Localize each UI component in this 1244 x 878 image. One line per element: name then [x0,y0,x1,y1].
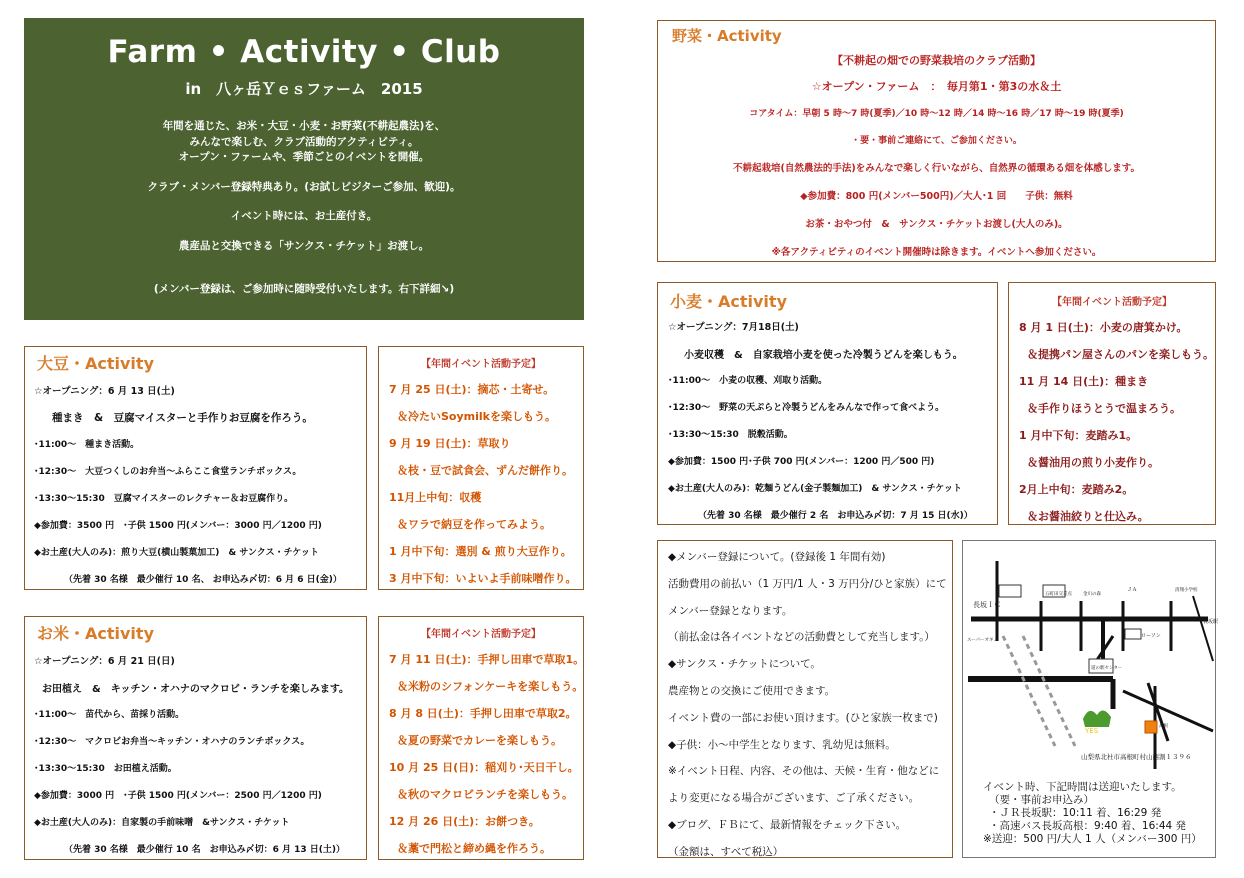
daizu-line: ･11:00～ 種まき活動。 [34,440,140,450]
komugi-schedule-line: 1 月中下旬：麦踏み1。 [1019,429,1138,442]
ic-marker [999,585,1021,597]
intro-line: 農産品と交換できる「サンクス・チケット」お渡し。 [178,239,430,252]
daizu-schedule-line: 11月上中旬：収穫 [389,491,482,504]
okome-schedule-title: 【年間イベント活動予定】 [421,629,541,640]
intro-line: みんなで楽しむ、クラブ活動的アクティビティ。 [189,135,419,148]
okome-line: ☆オープニング：6 月 21 日(日) [34,656,175,667]
daizu-schedule-line: 7 月 25 日(土)：摘芯・土寄せ。 [389,383,555,396]
map-label-ic: 長坂ＩＣ [973,601,1001,609]
daizu-activity-box [24,346,367,590]
daizu-line: （先着 30 名様 最少催行 10 名、 お申込み〆切：6 月 6 日(金)） [64,575,342,585]
komugi-title: 小麦・Activity [670,292,787,311]
okome-schedule-line: ＆米粉のシフォンケーキを楽しもう。 [397,680,584,693]
daizu-line: ･12:30～ 大豆つくしのお弁当～ふらここ食堂ランチボックス。 [34,467,302,477]
yasai-headline: 【不耕起の畑での野菜栽培のクラブ活動】 [832,54,1041,67]
member-line: （前払金は各イベントなどの活動費として充当します。） [668,631,935,644]
daizu-schedule-line: 9 月 19 日(土)：草取り [389,437,511,450]
intro-line: (メンバー登録は、ご参加時に随時受付いたします。右下詳細↘) [153,283,455,295]
member-line: （金額は、すべて税込） [668,845,784,858]
member-line: 農産物との交換にご使用できます。 [668,684,836,697]
daizu-line: ･13:30～15:30 豆腐マイスターのレクチャー＆お豆腐作り。 [34,494,294,504]
okome-schedule-line: 7 月 11 日(土)：手押し田車で草取1。 [389,653,585,666]
intro-line: 年間を通じた、お米・大豆・小麦・お野菜(不耕起農法)を、 [162,120,446,132]
map-label-center: 道の駅センター [1091,666,1123,671]
yasai-line: 不耕起栽培(自然農法的手法)をみんなで楽しく行いながら、自然界の循環ある畑を体感します。 [733,163,1140,174]
map-label-station: 長坂駅 [1203,619,1219,625]
shuttle-line: イベント時、下記時間は送迎いたします。 [983,781,1182,793]
yasai-line: お茶・おやつ付 & サンクス・チケットお渡し(大人のみ)。 [805,219,1068,230]
map-label-exit: 高根 [1159,724,1168,729]
map-address: 山梨県北杜市高根町村山西割１３９６ [1081,753,1192,761]
map-label-school: 清翔小学校 [1175,588,1198,593]
komugi-line: ◆お土産(大人のみ)：乾麺うどん(金子製麺加工) & サンクス・チケット [668,484,962,494]
farm-logo [1083,710,1111,727]
club-title: Farm • Activity • Club [107,34,501,70]
farm-logo-text: YES [1085,727,1099,735]
member-line: ◆メンバー登録について。(登録後 1 年間有効) [668,551,886,563]
shuttle-line: ・高速バス長坂高根：9:40 着、16:44 発 [989,820,1187,832]
shuttle-line: （要・事前お申込み） [989,794,1094,806]
access-map [963,541,1219,769]
okome-activity-box [24,616,367,860]
member-line: ◆サンクス・チケットについて。 [668,658,821,671]
komugi-line: ◆参加費：1500 円･子供 700 円(メンバー：1200 円／500 円) [668,457,935,467]
komugi-line: （先着 30 名様 最少催行 2 名 お申込み〆切：7 月 15 日(水)） [698,511,973,521]
member-line: メンバー登録となります。 [668,604,793,617]
komugi-schedule-line: 2月上中旬：麦踏み2。 [1019,483,1134,496]
intro-line: クラブ・メンバー登録特典あり。(お試しビジターご参加、歓迎)。 [147,180,461,193]
daizu-schedule-line: 3 月中下旬：いよいよ手前味噌作り。 [389,572,577,585]
daizu-line: ◆お土産(大人のみ)：煎り大豆(横山製菓加工) & サンクス・チケット [34,548,319,558]
okome-line: ◆参加費：3000 円 ･子供 1500 円(メンバー：2500 円／1200 円) [34,791,322,801]
daizu-schedule-line: ＆ワラで納豆を作ってみよう。 [397,518,551,531]
komugi-line: ･13:30～15:30 脱穀活動。 [668,430,793,440]
yasai-line: ◆参加費：800 円(メンバー500円)／大人･1 回 子供：無料 [800,191,1073,202]
yasai-line: コアタイム：早朝 5 時～7 時(夏季)／10 時～12 時／14 時～16 時／17 時～19 時(夏季) [749,109,1124,119]
map-label-lawson: ローソン [1141,633,1161,639]
road [1123,691,1213,731]
komugi-line: ･11:00～ 小麦の収穫、刈取り活動。 [668,376,828,386]
daizu-line: ◆参加費：3500 円 ･子供 1500 円(メンバー：3000 円／1200 円) [34,521,322,531]
daizu-line: ☆オープニング：6 月 13 日(土) [34,386,175,397]
intro-line: オープン・ファームや、季節ごとのイベントを開催。 [178,151,430,163]
daizu-schedule-title: 【年間イベント活動予定】 [421,359,541,370]
komugi-schedule-line: ＆手作りほうとうで温まろう。 [1027,402,1181,415]
yasai-title: 野菜・Activity [672,27,782,45]
map-label-intersection: 五町田交差点 [1045,592,1072,597]
map-label-forest: 金川の森 [1083,592,1101,597]
komugi-schedule-line: ＆醤油用の煎り小麦作り。 [1027,456,1159,469]
komugi-schedule-line: ＆お醤油絞りと仕込み。 [1027,510,1149,523]
shuttle-notes [983,779,1202,844]
okome-schedule-line: ＆藁で門松と締め縄を作ろう。 [397,842,551,855]
member-line: より変更になる場合がございます、ご了承ください。 [668,792,920,805]
okome-schedule-box [378,616,584,860]
okome-schedule-line: 10 月 25 日(日)：稲刈り･天日干し。 [389,761,579,774]
okome-line: ･12:30～ マクロビお弁当～キッチン・オハナのランチボックス。 [34,737,310,747]
map-label-super: スーパーオギノ [967,638,998,643]
yasai-activity-box [657,20,1216,262]
lawson-marker [1125,629,1141,639]
daizu-title: 大豆・Activity [37,354,154,373]
rail [1193,596,1213,661]
okome-line: お田植え & キッチン・オハナのマクロビ・ランチを楽しみます。 [42,684,350,695]
club-subtitle: in 八ヶ岳Ｙｅｓファーム 2015 [185,80,423,98]
okome-line: （先着 30 名様 最少催行 10 名 お申込み〆切：6 月 13 日(土)） [64,845,345,855]
yasai-open-farm: ☆オープン・ファーム ： 毎月第1・第3の水＆土 [811,80,1062,93]
daizu-schedule-box [378,346,584,590]
member-line: ※イベント日程、内容、その他は、天候・生育・他などに [668,765,940,778]
okome-title: お米・Activity [37,624,154,643]
member-line: 活動費用の前払い（1 万円/1 人・3 万円分/ひと家族）にて [668,577,947,590]
komugi-schedule-box [1008,282,1216,525]
daizu-schedule-line: 1 月中下旬：選別 & 煎り大豆作り。 [389,545,572,558]
okome-schedule-line: ＆秋のマクロビランチを楽しもう。 [397,788,573,801]
okome-line: ･13:30～15:30 お田植え活動。 [34,764,177,774]
expressway [1003,636,1055,746]
farm-marker [1145,721,1157,733]
club-hero-panel [24,18,584,320]
yasai-line: ・要・事前ご連絡にて、ご参加ください。 [851,136,1022,146]
komugi-schedule-title: 【年間イベント活動予定】 [1052,297,1172,308]
shuttle-line: ・ＪＲ長坂駅：10:11 着、16:29 発 [989,807,1162,819]
komugi-schedule-line: ＆提携パン屋さんのパンを楽しもう。 [1027,348,1214,361]
okome-line: ･11:00～ 苗代から、苗採り活動。 [34,710,185,720]
shuttle-line: ※送迎：500 円/大人 1 人（メンバー300 円） [983,833,1202,845]
daizu-schedule-line: ＆枝・豆で試食会、ずんだ餅作り。 [397,464,573,477]
yasai-line: ※各アクティビティのイベント開催時は除きます。イベントへ参加ください。 [771,247,1102,258]
okome-schedule-line: ＆夏の野菜でカレーを楽しもう。 [397,734,562,747]
komugi-line: 小麦収穫 & 自家栽培小麦を使った冷製うどんを楽しもう。 [684,350,963,361]
intro-line: イベント時には、お土産付き。 [230,210,378,222]
map-label-ja: ＪＡ [1127,587,1138,593]
member-info-box [657,540,953,858]
okome-schedule-line: 12 月 26 日(土)：お餅つき。 [389,815,540,828]
komugi-activity-box [657,282,998,525]
expressway [1023,636,1075,746]
daizu-line: 種まき & 豆腐マイスターと手作りお豆腐を作ろう。 [52,412,313,424]
okome-schedule-line: 8 月 8 日(土)：手押し田車で草取2。 [389,707,577,720]
okome-line: ◆お土産(大人のみ)：自家製の手前味噌 &サンクス・チケット [34,818,290,828]
member-line: ◆ブログ、ＦＢにて、最新情報をチェック下さい。 [668,818,907,831]
daizu-schedule-line: ＆冷たいSoymilkを楽しもう。 [397,410,556,423]
member-line: ◆子供：小～中学生となります、乳幼児は無料。 [668,738,896,751]
member-line: イベント費の一部にお使い頂けます。(ひと家族一枚まで) [668,711,938,724]
komugi-schedule-line: 8 月 1 日(土)：小麦の唐箕かけ。 [1019,321,1188,334]
komugi-line: ☆オープニング：7月18日(土) [668,322,799,333]
komugi-line: ･12:30～ 野菜の天ぷらと冷製うどんをみんなで作って食べよう。 [668,403,945,413]
komugi-schedule-line: 11 月 14 日(土)：種まき [1019,375,1149,388]
club-intro [24,119,584,298]
map-box [962,540,1219,858]
